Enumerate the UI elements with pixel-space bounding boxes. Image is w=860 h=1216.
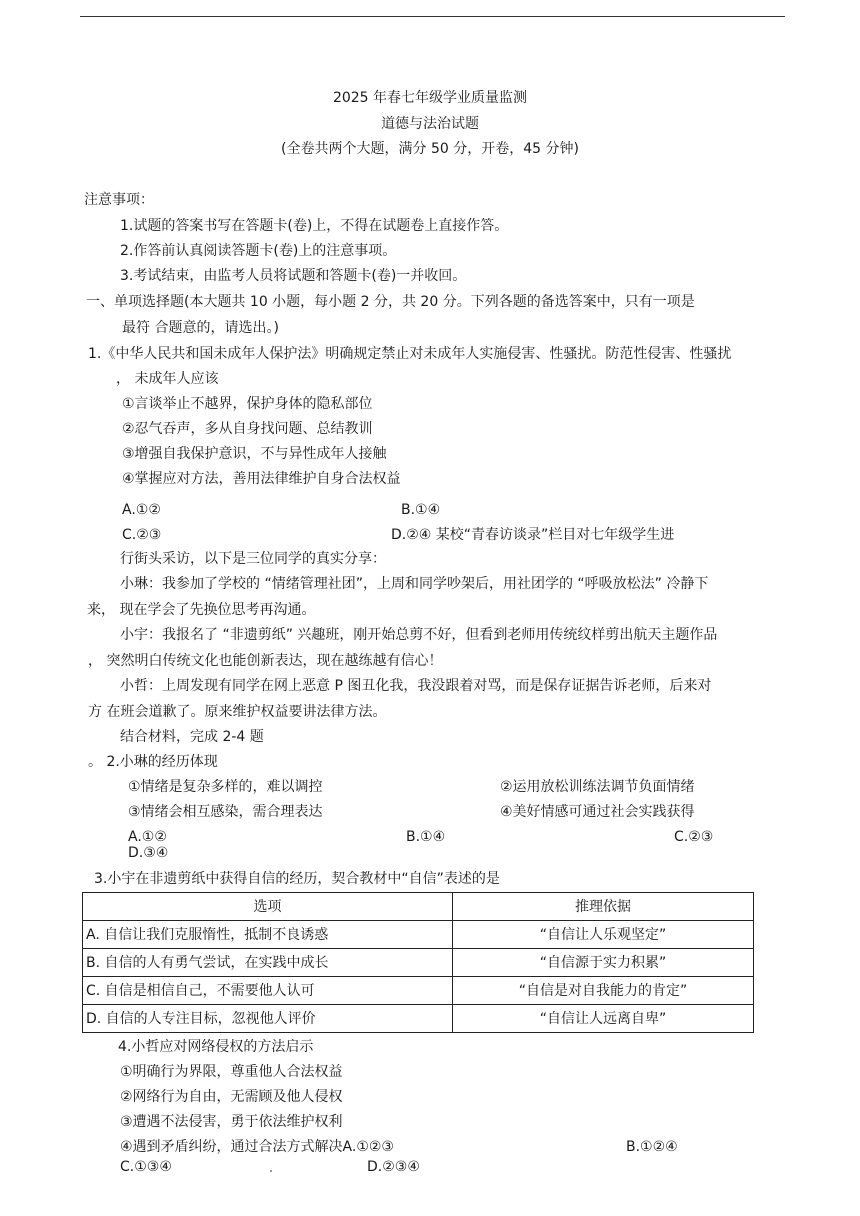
q1-option-c: C.②③ bbox=[122, 527, 162, 543]
table-cell: “自信是对自我能力的肯定” bbox=[453, 977, 754, 1005]
q2-statement: ③情绪会相互感染，需合理表达 bbox=[128, 804, 323, 820]
note-item: 1.试题的答案书写在答题卡(卷)上，不得在试题卷上直接作答。 bbox=[120, 218, 509, 234]
q4-statement: ④遇到矛盾纠纷，通过合法方式解决A.①②③ bbox=[120, 1139, 394, 1155]
q2-statement: ①情绪是复杂多样的，难以调控 bbox=[128, 779, 323, 795]
q1-statement: ③增强自我保护意识，不与异性成年人接触 bbox=[122, 446, 387, 462]
q2-option-c: C.②③ bbox=[674, 829, 714, 845]
q1-statement: ①言谈举止不越界，保护身体的隐私部位 bbox=[122, 396, 373, 412]
section-heading: 一、单项选择题(本大题共 10 小题，每小题 2 分，共 20 分。下列各题的备选答案中，只有一项是 bbox=[86, 294, 695, 310]
material-lin: 小琳：我参加了学校的 “情绪管理社团”，上周和同学吵架后，用社团学的 “呼吸放松法” 冷静下 bbox=[120, 576, 709, 592]
q2-option-d: D.③④ bbox=[128, 845, 169, 861]
q1-option-d: D.②④ 某校“青春访谈录”栏目对七年级学生进 bbox=[391, 527, 675, 543]
q4-option-b: B.①②④ bbox=[626, 1139, 678, 1155]
q1-statement: ②忍气吞声，多从自身找问题、总结教训 bbox=[122, 421, 373, 437]
table-header: 选项 bbox=[83, 893, 453, 921]
q4-statement: ①明确行为界限，尊重他人合法权益 bbox=[120, 1064, 343, 1080]
notes-heading: 注意事项： bbox=[84, 192, 154, 208]
scan-speck bbox=[270, 1170, 272, 1172]
table-cell: C. 自信是相信自己，不需要他人认可 bbox=[83, 977, 453, 1005]
table-cell: “自信让人远离自卑” bbox=[453, 1005, 754, 1033]
exam-title: 2025 年春七年级学业质量监测 bbox=[332, 90, 528, 106]
section-heading-cont: 最符 合题意的，请选出。) bbox=[122, 320, 279, 336]
q3-table bbox=[82, 892, 754, 1033]
q2-option-b: B.①④ bbox=[406, 829, 446, 845]
q2-statement: ②运用放松训练法调节负面情绪 bbox=[500, 779, 695, 795]
exam-subject: 道德与法治试题 bbox=[381, 116, 479, 132]
table-cell: “自信让人乐观坚定” bbox=[453, 921, 754, 949]
material-task: 结合材料，完成 2-4 题 bbox=[120, 729, 264, 745]
table-row bbox=[83, 921, 754, 949]
material-lin-cont: 来， 现在学会了先换位思考再沟通。 bbox=[87, 602, 316, 618]
q3-stem: 3.小宇在非遗剪纸中获得自信的经历，契合教材中“自信”表述的是 bbox=[94, 871, 500, 887]
table-header-row bbox=[83, 893, 754, 921]
material-yu-cont: ， 突然明白传统文化也能创新表达，现在越练越有信心！ bbox=[88, 653, 443, 669]
top-rule bbox=[80, 16, 785, 17]
table-cell: D. 自信的人专注目标，忽视他人评价 bbox=[83, 1005, 453, 1033]
q1-option-b: B.①④ bbox=[401, 502, 441, 518]
table-header: 推理依据 bbox=[453, 893, 754, 921]
q1-statement: ④掌握应对方法，善用法律维护自身合法权益 bbox=[122, 471, 401, 487]
q4-statement: ②网络行为自由，无需顾及他人侵权 bbox=[120, 1089, 343, 1105]
note-item: 3.考试结束，由监考人员将试题和答题卡(卷)一并收回。 bbox=[120, 268, 467, 284]
q4-statement: ③遭遇不法侵害，勇于依法维护权利 bbox=[120, 1114, 343, 1130]
q1-stem: 1.《中华人民共和国未成年人保护法》明确规定禁止对未成年人实施侵害、性骚扰。防范性侵害、性骚扰 bbox=[88, 346, 732, 362]
table-row bbox=[83, 1005, 754, 1033]
table-row bbox=[83, 949, 754, 977]
q4-option-c: C.①③④ bbox=[120, 1159, 172, 1175]
q4-stem: 4.小哲应对网络侵权的方法启示 bbox=[118, 1039, 314, 1055]
q2-stem: 。 2.小琳的经历体现 bbox=[88, 754, 218, 770]
table-cell: B. 自信的人有勇气尝试，在实践中成长 bbox=[83, 949, 453, 977]
material-zhe-cont: 方 在班会道歉了。原来维护权益要讲法律方法。 bbox=[88, 704, 387, 720]
table-row bbox=[83, 977, 754, 1005]
q4-option-d: D.②③④ bbox=[367, 1159, 420, 1175]
q2-statement: ④美好情感可通过社会实践获得 bbox=[500, 804, 695, 820]
q1-option-a: A.①② bbox=[122, 502, 161, 518]
material-yu: 小宇：我报名了 “非遗剪纸” 兴趣班，刚开始总剪不好，但看到老师用传统纹样剪出航天主题作品 bbox=[120, 627, 718, 643]
table-cell: “自信源于实力积累” bbox=[453, 949, 754, 977]
note-item: 2.作答前认真阅读答题卡(卷)上的注意事项。 bbox=[120, 243, 397, 259]
q2-option-a: A.①② bbox=[128, 829, 167, 845]
exam-info: (全卷共两个大题，满分 50 分，开卷，45 分钟) bbox=[281, 141, 579, 157]
q1-stem-cont: ， 未成年人应该 bbox=[116, 371, 219, 387]
table-cell: A. 自信让我们克服惰性，抵制不良诱惑 bbox=[83, 921, 453, 949]
material-zhe: 小哲：上周发现有同学在网上恶意 P 图丑化我，我没跟着对骂，而是保存证据告诉老师，后来对 bbox=[120, 678, 712, 694]
material-intro: 行街头采访，以下是三位同学的真实分享： bbox=[120, 551, 386, 567]
